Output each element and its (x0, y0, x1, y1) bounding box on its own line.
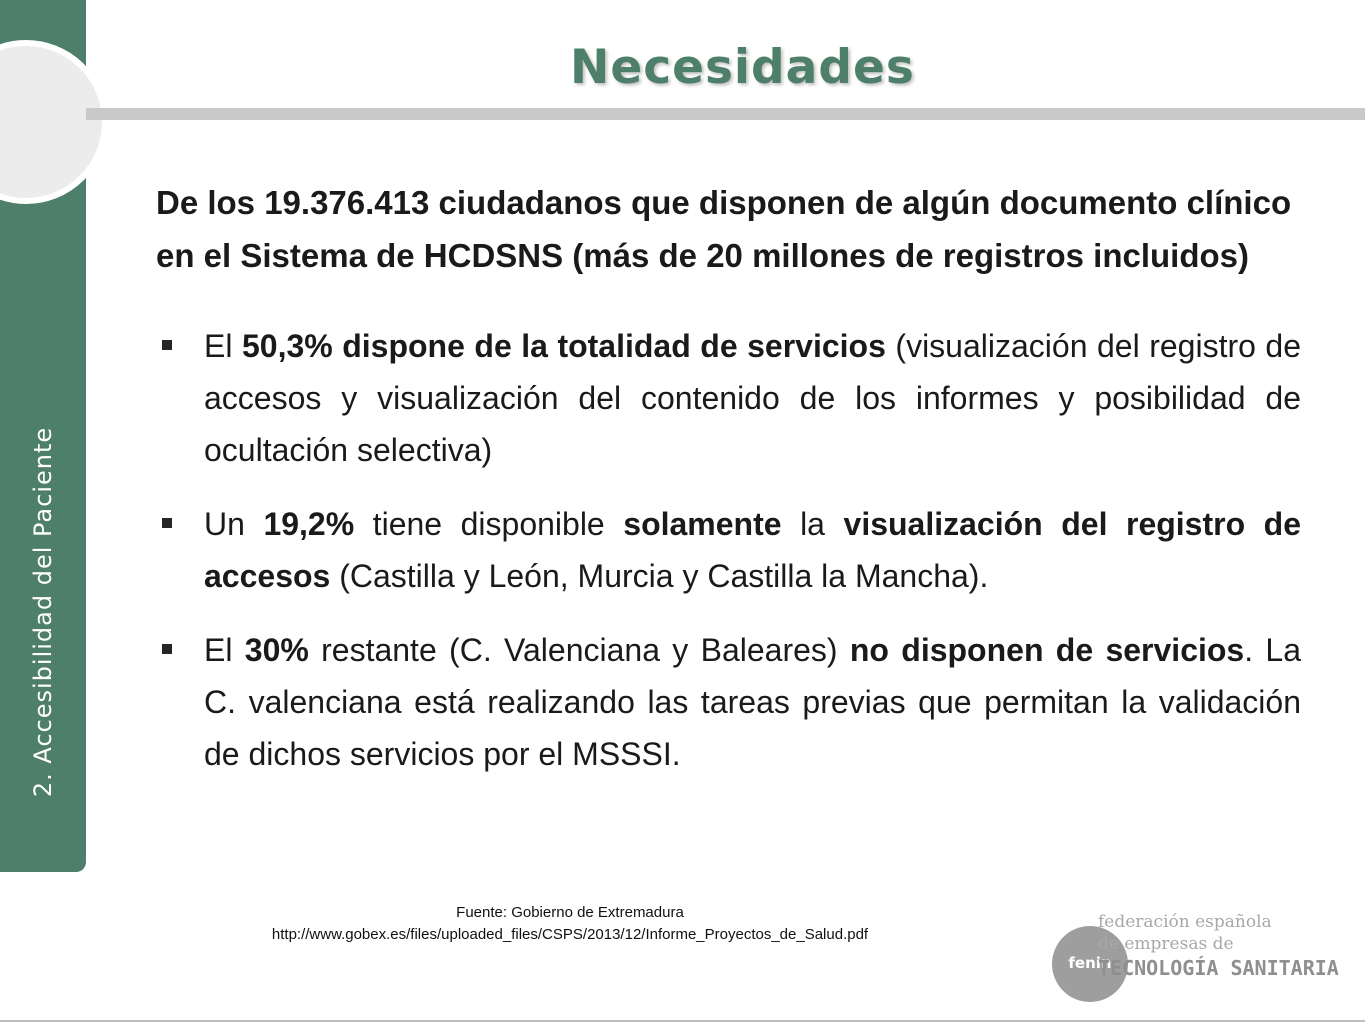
title-divider (86, 108, 1365, 120)
slide-title: Necesidades (570, 40, 915, 95)
bullet-item (156, 320, 1301, 476)
bullet-item (156, 498, 1301, 602)
bullet-text: El (204, 328, 242, 364)
section-label: 2. Accesibilidad del Paciente (29, 426, 57, 798)
logo-text-line1: federación española (1098, 912, 1272, 932)
square-bullet-icon (162, 518, 172, 528)
bullet-item (156, 624, 1301, 780)
bullet-text: la (781, 506, 844, 542)
bullet-text: (Castilla y León, Murcia y Castilla la Mancha). (330, 558, 989, 594)
bullet-text-bold: visualización del registro de accesos (204, 506, 1302, 594)
square-bullet-icon (162, 340, 172, 350)
bullet-text: restante (C. Valenciana y Baleares) (308, 632, 850, 668)
bullet-text-bold: 50,3% dispone de la totalidad de servicios (241, 328, 886, 364)
source-text: Fuente: Gobierno de Extremadura (456, 904, 684, 921)
source-citation (100, 902, 1040, 946)
bullet-list (156, 320, 1301, 780)
logo-text-line3: TECNOLOGÍA SANITARIA (1098, 956, 1339, 980)
bullet-text-bold: no disponen de servicios (849, 632, 1245, 668)
slide-content (156, 176, 1301, 802)
fenin-logo (1052, 912, 1352, 1012)
bullet-text: . La C. valenciana está realizando las tareas previas que permitan la validación de dichos servicios por el MSSSI. (204, 632, 1302, 772)
bullet-text: Un (204, 506, 264, 542)
bullet-text: tiene disponible (354, 506, 624, 542)
logo-text-line2: de empresas de (1098, 934, 1234, 954)
bullet-text-bold: solamente (623, 506, 782, 542)
logo-mark: fenin (1068, 954, 1112, 972)
source-url: http://www.gobex.es/files/uploaded_files/CSPS/2013/12/Informe_Proyectos_de_Salud.pdf (271, 926, 869, 943)
bullet-text: El (204, 632, 245, 668)
square-bullet-icon (162, 644, 172, 654)
intro-text: De los 19.376.413 ciudadanos que disponen de algún documento clínico en el Sistema de HCDSNS (más de 20 millones de registros incluidos) (156, 184, 1292, 274)
bullet-text-bold: 19,2% (263, 506, 355, 542)
bullet-text: (visualización del registro de accesos y visualización del contenido de los informes y posibilidad de ocultación selectiva) (204, 328, 1302, 468)
bullet-text-bold: 30% (244, 632, 309, 668)
title-circle-decoration (0, 40, 108, 204)
bottom-divider (0, 1020, 1365, 1022)
